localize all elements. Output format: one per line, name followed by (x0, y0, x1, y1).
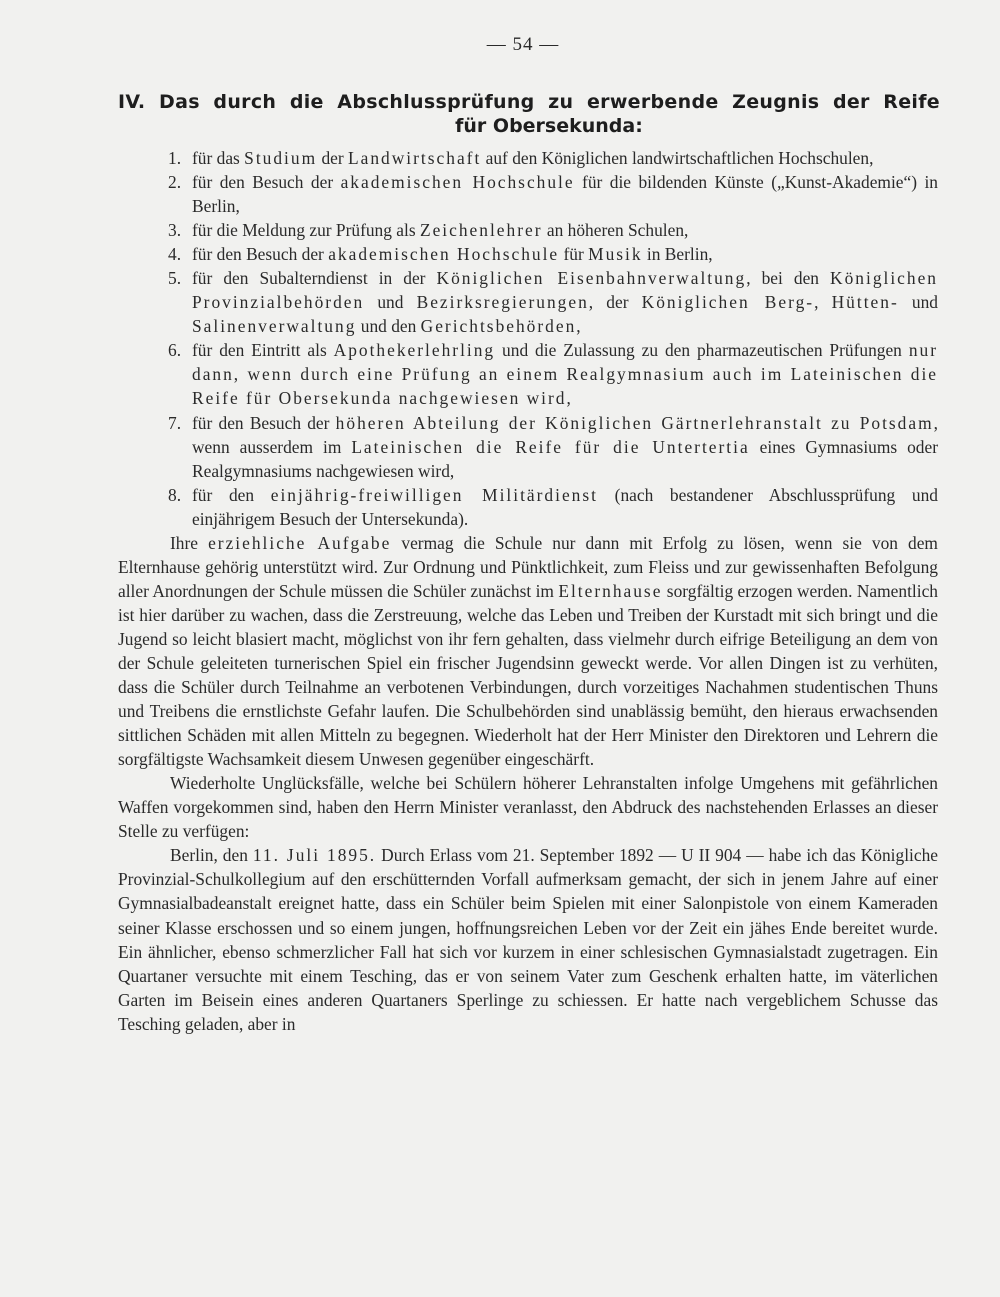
text-run: sorgfältig erzogen werden. Namentlich ist hier darüber zu wachen, dass die Zerstreuung, welche das Leben und Treiben der Kurstadt mit sich bringt und die Jugend so leicht blasiert macht, möglichst von ihr fern gehalten, dass vielmehr durch eifrige Beteiligung an dem von der Schule geleiteten turnerischen Spiel ein frischer Jugendsinn geweckt werde. Vor allen Dingen ist zu verhüten, dass die Schüler durch Teilnahme an verbotenen Verbindungen, durch vorzeitiges Nachahmen studentischen Thuns und Treibens die ernstlichste Gefahr laufen. Die Schulbehörden sind unablässig bemüht, den hieraus erwachsenden sittlichen Schäden mit allen Mitteln zu begegnen. Wiederholt hat der Herr Minister den Direktoren und Lehrern die sorgfältigste Wachsamkeit diesem Unwesen gegenüber eingeschärft. (118, 580, 938, 770)
section-heading (118, 90, 940, 138)
list-item (118, 218, 938, 242)
spaced-emphasis: Königlichen Eisenbahnverwaltung (436, 268, 747, 289)
text-run: Berlin, den (170, 845, 253, 866)
spaced-emphasis: einjährig-freiwilligen Militärdienst (270, 484, 598, 505)
text-run: , bei den (746, 268, 831, 289)
spaced-emphasis: 11. Juli 1895. (252, 845, 377, 866)
paragraph (118, 531, 938, 771)
text-run: für den (192, 484, 271, 505)
spaced-emphasis: nur dann, wenn durch eine Prüfung an einem Realgymnasium auch im Lateinischen die Reife für Obersekunda nachgewiesen wird (192, 340, 938, 409)
paragraph (118, 843, 938, 1035)
text-run: für die Meldung zur Prüfung als (192, 220, 420, 241)
text-run: für den Besuch der (192, 412, 336, 433)
list-number: 1. (168, 148, 182, 168)
spaced-emphasis: Königlichen Provinzialbehörden (192, 268, 938, 313)
spaced-emphasis: Landwirtschaft (348, 148, 482, 168)
text-run: vermag die Schule nur dann mit Erfolg zu lösen, wenn sie von dem Elternhause gehörig unterstützt wird. Zur Ordnung und Pünktlichkeit, zum Fleiss und zur gewissenhaften Befolgung aller Anordnungen der Schule müssen die Schüler zunächst im (118, 532, 938, 601)
paragraph (118, 771, 938, 843)
list-item (118, 411, 938, 483)
text-run: und (364, 292, 417, 313)
spaced-emphasis: Musik (588, 244, 643, 265)
spaced-emphasis: Bezirksregierungen (416, 292, 589, 313)
qualification-list (118, 146, 938, 531)
text-run: (nach bestandener Abschlussprüfung und einjährigem Besuch der Untersekunda). (192, 484, 939, 529)
spaced-emphasis: akademischen Hochschule (328, 244, 560, 265)
list-item (118, 170, 938, 218)
text-run: , (566, 388, 571, 409)
list-number: 8. (168, 484, 182, 505)
spaced-emphasis: Königlichen Berg- (641, 292, 815, 313)
text-run: , (576, 316, 581, 337)
text-run: und die Zulassung zu den pharmazeutischen Prüfungen (495, 340, 909, 361)
spaced-emphasis: erziehliche Aufgabe (208, 532, 392, 553)
text-run: für den Besuch der (192, 172, 341, 193)
list-item (118, 242, 938, 266)
spaced-emphasis: Gerichtsbehörden (420, 316, 577, 337)
heading-line-1: IV. Das durch die Abschlussprüfung zu erwerbende Zeugnis der Reife (118, 91, 940, 113)
text-run: , (814, 292, 832, 313)
list-number: 2. (168, 172, 182, 193)
spaced-emphasis: Hütten- (831, 292, 899, 313)
spaced-emphasis: höheren Abteilung der Königlichen Gärtnerlehranstalt zu Potsdam (335, 412, 934, 433)
spaced-emphasis: Elternhause (558, 580, 663, 601)
list-item (118, 266, 938, 338)
list-number: 7. (168, 412, 182, 433)
text-run: Durch Erlass vom 21. September 1892 — U II 904 — habe ich das Königliche Provinzial-Schulkollegium auf den erschütternden Vorfall aufmerksam gemacht, der sich in jenem Jahre auf einer Gymnasialbadeanstalt ereignet hatte, dass ein Schüler beim Spielen mit einer Salonpistole von einem Kameraden seiner Klasse erschossen und so einem jungen, hoffnungsreichen Leben vor der Zeit ein jähes Ende bereitet wurde. Ein ähnlicher, ebenso schmerzlicher Fall hat sich vor kurzem in einer schlesischen Gymnasialstadt zugetragen. Ein Quartaner versuchte mit einem Tesching, das er von seinem Vater zum Geschenk erhalten hatte, im väterlichen Garten im Beisein eines anderen Quartaners Sperlinge zu schiessen. Er hatte nach vergeblichem Schusse das Tesching geladen, aber in (118, 845, 939, 1034)
spaced-emphasis: Apothekerlehrling (333, 340, 496, 361)
heading-line-2: für Obersekunda: (455, 115, 643, 137)
text-run: Ihre (170, 532, 209, 553)
paragraphs (118, 531, 938, 1036)
spaced-emphasis: Salinenverwaltung (192, 316, 357, 337)
text-run: auf den Königlichen landwirtschaftlichen Hochschulen, (481, 148, 874, 168)
text-run: , wenn ausserdem im (192, 412, 938, 457)
list-number: 3. (168, 220, 182, 241)
body-text (118, 146, 938, 1036)
text-run: an höheren Schulen, (542, 220, 689, 241)
spaced-emphasis: Lateinischen die Reife für die Untertertia (351, 436, 750, 457)
spaced-emphasis: Studium (244, 148, 318, 168)
text-run: für den Eintritt als (192, 340, 334, 361)
list-number: 4. (168, 244, 182, 265)
text-run: und den (356, 316, 421, 337)
text-run: der (317, 148, 349, 168)
text-run: Wiederholte Unglücksfälle, welche bei Schülern höherer Lehranstalten infolge Umgehens mit gefährlichen Waffen vorgekommen sind, haben den Herrn Minister veranlasst, den Abdruck des nachstehenden Erlasses an dieser Stelle zu verfügen: (118, 773, 938, 842)
text-run: für die bildenden Künste („Kunst-Akademie“) in Berlin, (192, 172, 938, 217)
spaced-emphasis: Zeichenlehrer (419, 220, 543, 241)
text-run: für das (192, 148, 245, 168)
page-number: — 54 — (486, 34, 560, 55)
text-run: eines Gymnasiums oder Realgymnasiums nachgewiesen wird, (192, 436, 938, 481)
text-run: für den Subalterndienst in der (192, 268, 437, 289)
text-run: und (898, 292, 938, 313)
list-number: 5. (168, 268, 182, 289)
list-item (118, 146, 938, 170)
text-run: für (559, 244, 589, 265)
text-run: in Berlin, (642, 244, 713, 265)
spaced-emphasis: akademischen Hochschule (340, 172, 575, 193)
text-run: , der (588, 292, 642, 313)
list-number: 6. (168, 340, 182, 361)
text-run: für den Besuch der (192, 244, 329, 265)
list-item (118, 483, 938, 531)
list-item (118, 338, 938, 410)
